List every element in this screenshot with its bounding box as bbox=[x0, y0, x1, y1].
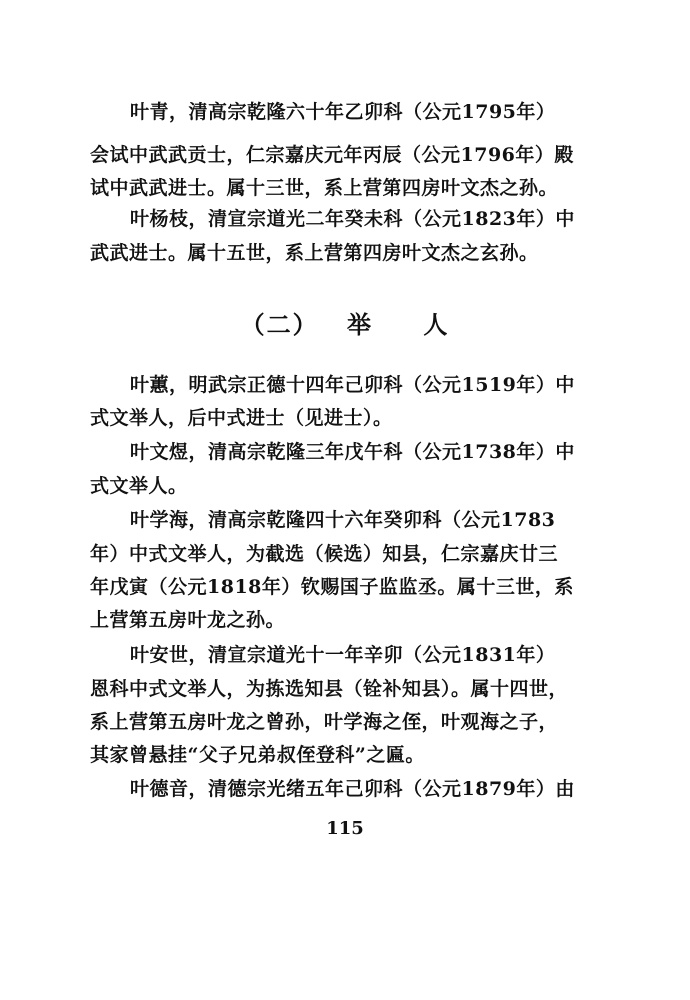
text-line: 式文举人，后中式进士（见进士）。 bbox=[90, 407, 393, 429]
text-line: 叶文煜，清高宗乾隆三年戊午科（公元1738年）中 bbox=[130, 441, 575, 463]
text-line: 试中武武进士。属十三世，系上营第四房叶文杰之孙。 bbox=[90, 177, 559, 199]
text-line: 年戊寅（公元1818年）钦赐国子监监丞。属十三世，系 bbox=[90, 576, 574, 598]
text-line: 系上营第五房叶龙之曾孙，叶学海之侄，叶观海之子， bbox=[90, 711, 559, 733]
heading-word: 人 bbox=[423, 310, 450, 339]
text-line: 恩科中式文举人，为拣选知县（铨补知县）。属十四世， bbox=[90, 678, 569, 700]
heading-word: 举 bbox=[347, 310, 373, 339]
text-line: 叶德音，清德宗光绪五年己卯科（公元1879年）由 bbox=[130, 778, 575, 800]
text-line: 会试中武武贡士，仁宗嘉庆元年丙辰（公元1796年）殿 bbox=[90, 144, 574, 166]
text-line: 叶安世，清宣宗道光十一年辛卯（公元1831年） bbox=[130, 644, 556, 666]
text-line: 年）中式文举人，为截选（候选）知县，仁宗嘉庆廿三 bbox=[90, 543, 559, 565]
text-line: 叶杨枝，清宣宗道光二年癸未科（公元1823年）中 bbox=[130, 208, 575, 230]
text-line: 式文举人。 bbox=[90, 475, 188, 497]
page-number: 115 bbox=[326, 818, 364, 839]
text-line: 武武进士。属十五世，系上营第四房叶文杰之玄孙。 bbox=[90, 242, 539, 264]
section-heading bbox=[0, 305, 690, 340]
text-line: 叶青，清高宗乾隆六十年乙卯科（公元1795年） bbox=[130, 101, 556, 123]
text-line: 叶学海，清高宗乾隆四十六年癸卯科（公元1783 bbox=[130, 509, 556, 531]
heading-number: （二） bbox=[240, 310, 319, 339]
text-line: 叶蕙，明武宗正德十四年己卯科（公元1519年）中 bbox=[130, 374, 575, 396]
text-line: 上营第五房叶龙之孙。 bbox=[90, 609, 286, 631]
text-line: 其家曾悬挂“父子兄弟叔侄登科”之匾。 bbox=[90, 744, 425, 766]
